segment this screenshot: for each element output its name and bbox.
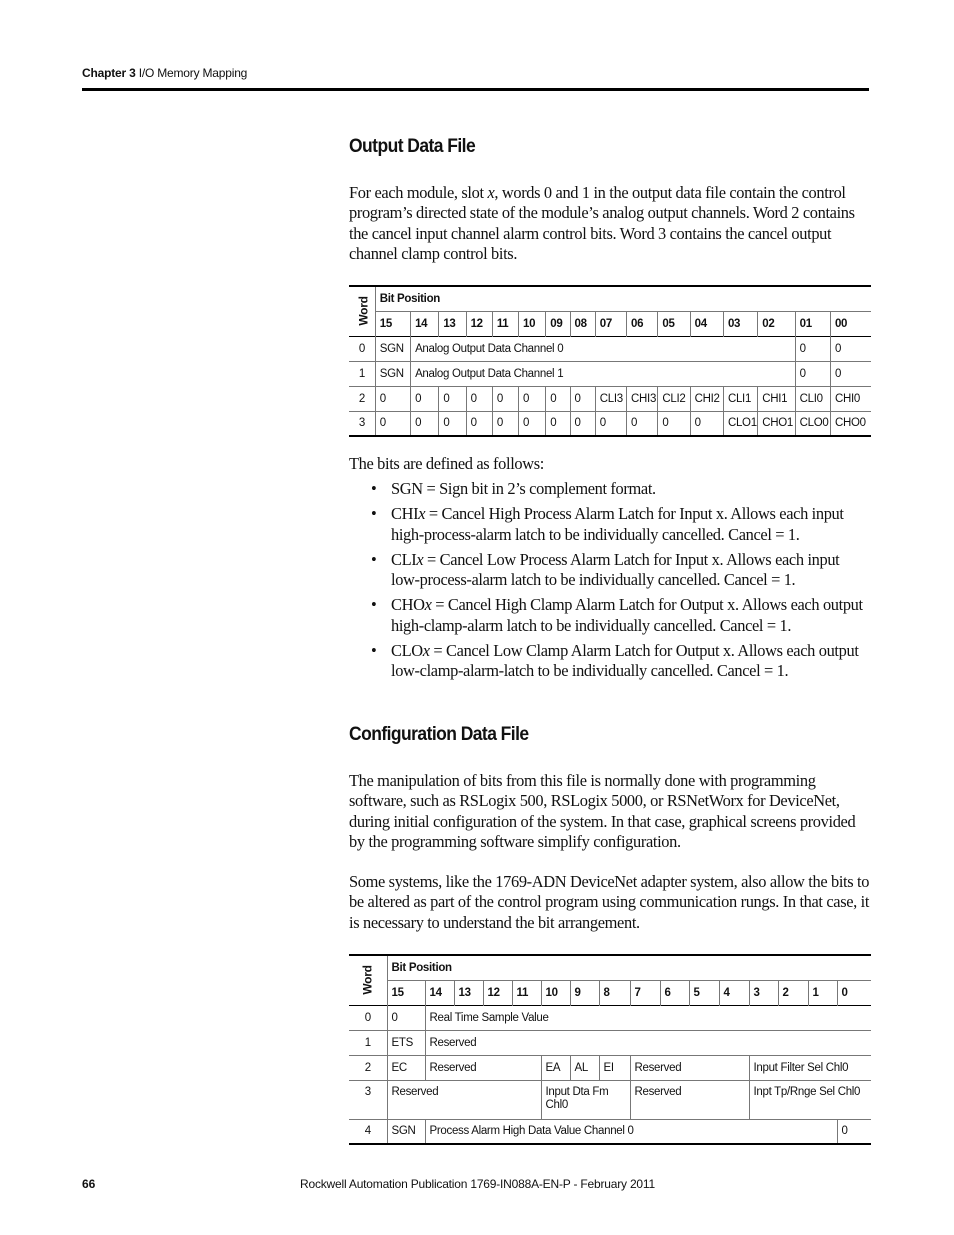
table-cell: Reserved bbox=[387, 1080, 541, 1119]
table-cell: 0 bbox=[466, 411, 492, 436]
word-number: 1 bbox=[349, 361, 375, 386]
output-intro-paragraph: For each module, slot x, words 0 and 1 in the output data file contain the control program’s directed state of the module’s analog output channels. Word 2 contains the cancel input channel alarm control bits. Word 3 contains the cancel output channel clamp control bits. bbox=[349, 183, 855, 264]
word-number: 1 bbox=[349, 1030, 387, 1055]
word-number: 0 bbox=[349, 336, 375, 361]
table-cell: Analog Output Data Channel 0 bbox=[411, 336, 796, 361]
bit-position-header: Bit Position bbox=[375, 286, 871, 311]
chapter-label: Chapter 3 bbox=[82, 66, 136, 80]
table-cell: CHI2 bbox=[690, 386, 723, 411]
table-cell: EA bbox=[541, 1055, 570, 1080]
table-cell: Reserved bbox=[425, 1030, 871, 1055]
bit-col-header: 08 bbox=[570, 311, 595, 336]
list-item: • CLIx = Cancel Low Process Alarm Latch for Input x. Allows each input low-process-alarm latch to be individually cancelled. Cancel = 1. bbox=[371, 549, 840, 590]
table-cell: 0 bbox=[466, 386, 492, 411]
list-item: • SGN = Sign bit in 2’s complement format. bbox=[371, 479, 656, 498]
table-cell: CHO0 bbox=[830, 411, 871, 436]
bit-col-header: 15 bbox=[387, 980, 425, 1005]
table-cell: 0 bbox=[387, 1005, 425, 1030]
word-number: 2 bbox=[349, 386, 375, 411]
bit-col-header: 2 bbox=[778, 980, 808, 1005]
table-cell: Inpt Tp/Rnge Sel Chl0 bbox=[749, 1080, 871, 1119]
bit-col-header: 06 bbox=[627, 311, 658, 336]
table-cell: CLI1 bbox=[723, 386, 757, 411]
table-cell: CHI3 bbox=[627, 386, 658, 411]
table-cell: 0 bbox=[375, 411, 410, 436]
word-number: 3 bbox=[349, 411, 375, 436]
table-cell: CHO1 bbox=[758, 411, 795, 436]
bit-col-header: 05 bbox=[658, 311, 690, 336]
table-cell: CLI3 bbox=[595, 386, 626, 411]
bit-col-header: 1 bbox=[808, 980, 837, 1005]
table-cell: SGN bbox=[375, 336, 410, 361]
table-cell: 0 bbox=[411, 386, 439, 411]
bit-col-header: 10 bbox=[541, 980, 570, 1005]
table-row bbox=[349, 361, 871, 386]
table-cell: Reserved bbox=[630, 1055, 749, 1080]
table-cell: 0 bbox=[492, 386, 518, 411]
word-header: Word bbox=[349, 955, 387, 1005]
table-cell: SGN bbox=[375, 361, 410, 386]
table-cell: CLO0 bbox=[795, 411, 830, 436]
bit-col-header: 12 bbox=[483, 980, 512, 1005]
bit-col-header: 8 bbox=[599, 980, 630, 1005]
table-cell: CLI0 bbox=[795, 386, 830, 411]
table-cell: 0 bbox=[519, 411, 546, 436]
bit-col-header: 02 bbox=[758, 311, 795, 336]
bit-col-header: 13 bbox=[439, 311, 466, 336]
table-cell: 0 bbox=[439, 411, 466, 436]
table-cell: Input Filter Sel Chl0 bbox=[749, 1055, 871, 1080]
table-row bbox=[349, 411, 871, 436]
table-cell: CHI0 bbox=[830, 386, 871, 411]
bit-col-header: 07 bbox=[595, 311, 626, 336]
bit-col-header: 09 bbox=[546, 311, 570, 336]
table-cell: 0 bbox=[492, 411, 518, 436]
bit-col-header: 10 bbox=[519, 311, 546, 336]
bit-col-header: 3 bbox=[749, 980, 778, 1005]
bit-col-header: 03 bbox=[723, 311, 757, 336]
table-cell: 0 bbox=[375, 386, 410, 411]
bit-col-header: 11 bbox=[512, 980, 541, 1005]
table-cell: Reserved bbox=[425, 1055, 541, 1080]
chapter-title: I/O Memory Mapping bbox=[138, 66, 248, 80]
output-data-file-heading: Output Data File bbox=[349, 136, 476, 157]
table-cell: 0 bbox=[546, 386, 570, 411]
table-cell: AL bbox=[570, 1055, 599, 1080]
bit-col-header: 6 bbox=[660, 980, 689, 1005]
table-cell: EI bbox=[599, 1055, 630, 1080]
table-cell: CLO1 bbox=[723, 411, 757, 436]
table-cell: 0 bbox=[595, 411, 626, 436]
bit-col-header: 01 bbox=[795, 311, 830, 336]
bit-col-header: 11 bbox=[492, 311, 518, 336]
config-paragraph-1: The manipulation of bits from this file is normally done with programming software, such as RSLogix 500, RSLogix 5000, or RSNetWorx for DeviceNet, during initial configuration of the system. In that case, graphical screens provided by the programming software simplify configuration. bbox=[349, 771, 856, 852]
bit-col-header: 15 bbox=[375, 311, 410, 336]
table-row bbox=[349, 1119, 871, 1144]
table-cell: 0 bbox=[690, 411, 723, 436]
configuration-data-table bbox=[349, 954, 871, 1145]
header-rule bbox=[82, 88, 869, 91]
running-header bbox=[82, 66, 247, 80]
table-row bbox=[349, 1030, 871, 1055]
bit-col-header: 0 bbox=[837, 980, 871, 1005]
table-cell: 0 bbox=[658, 411, 690, 436]
bit-col-header: 14 bbox=[411, 311, 439, 336]
table-cell: 0 bbox=[411, 411, 439, 436]
list-item: • CLOx = Cancel Low Clamp Alarm Latch for Output x. Allows each output low-clamp-alarm-latch to be individually cancelled. Cancel = 1. bbox=[371, 641, 859, 681]
output-data-table bbox=[349, 285, 871, 437]
bit-col-header: 12 bbox=[466, 311, 492, 336]
table-cell: 0 bbox=[837, 1119, 871, 1144]
table-cell: 0 bbox=[795, 336, 830, 361]
table-cell: 0 bbox=[830, 361, 871, 386]
table-cell: 0 bbox=[795, 361, 830, 386]
word-number: 3 bbox=[349, 1080, 387, 1119]
table-cell: Process Alarm High Data Value Channel 0 bbox=[425, 1119, 837, 1144]
table-row bbox=[349, 386, 871, 411]
table-cell: EC bbox=[387, 1055, 425, 1080]
table-cell: Input Dta Fm Chl0 bbox=[541, 1080, 630, 1119]
bit-col-header: 14 bbox=[425, 980, 454, 1005]
table-cell: 0 bbox=[570, 411, 595, 436]
table-cell: Analog Output Data Channel 1 bbox=[411, 361, 796, 386]
bit-position-header: Bit Position bbox=[387, 955, 871, 980]
bit-col-header: 7 bbox=[630, 980, 660, 1005]
configuration-data-file-heading: Configuration Data File bbox=[349, 724, 529, 745]
table-cell: SGN bbox=[387, 1119, 425, 1144]
word-header: Word bbox=[349, 286, 375, 336]
bit-col-header: 04 bbox=[690, 311, 723, 336]
table-cell: ETS bbox=[387, 1030, 425, 1055]
table-cell: Real Time Sample Value bbox=[425, 1005, 871, 1030]
word-number: 0 bbox=[349, 1005, 387, 1030]
table-cell: 0 bbox=[627, 411, 658, 436]
table-cell: 0 bbox=[570, 386, 595, 411]
table-cell: 0 bbox=[439, 386, 466, 411]
bit-col-header: 13 bbox=[454, 980, 483, 1005]
bit-definitions-list bbox=[349, 479, 871, 687]
table-row bbox=[349, 1080, 871, 1119]
list-item: • CHIx = Cancel High Process Alarm Latch for Input x. Allows each input high-process-alarm latch to be individually cancelled. Cancel = 1. bbox=[371, 504, 844, 544]
table-cell: CLI2 bbox=[658, 386, 690, 411]
table-cell: 0 bbox=[546, 411, 570, 436]
table-row bbox=[349, 1055, 871, 1080]
list-item: • CHOx = Cancel High Clamp Alarm Latch for Output x. Allows each output high-clamp-alarm latch to be individually cancelled. Cancel = 1. bbox=[371, 595, 863, 635]
bit-col-header: 4 bbox=[719, 980, 749, 1005]
config-paragraph-2: Some systems, like the 1769-ADN DeviceNet adapter system, also allow the bits to be altered as part of the control program using communication rungs. In that case, it is necessary to understand the bit arrangement. bbox=[349, 872, 870, 932]
word-number: 2 bbox=[349, 1055, 387, 1080]
bit-col-header: 5 bbox=[689, 980, 719, 1005]
table-row bbox=[349, 336, 871, 361]
table-cell: Reserved bbox=[630, 1080, 749, 1119]
page-number: 66 bbox=[82, 1177, 96, 1191]
word-number: 4 bbox=[349, 1119, 387, 1144]
bits-intro: The bits are defined as follows: bbox=[349, 454, 544, 473]
table-cell: CHI1 bbox=[758, 386, 795, 411]
bit-col-header: 9 bbox=[570, 980, 599, 1005]
table-cell: 0 bbox=[830, 336, 871, 361]
table-row bbox=[349, 1005, 871, 1030]
publication-info: Rockwell Automation Publication 1769-IN088A-EN-P - February 2011 bbox=[300, 1177, 655, 1191]
bit-col-header: 00 bbox=[830, 311, 871, 336]
table-cell: 0 bbox=[519, 386, 546, 411]
